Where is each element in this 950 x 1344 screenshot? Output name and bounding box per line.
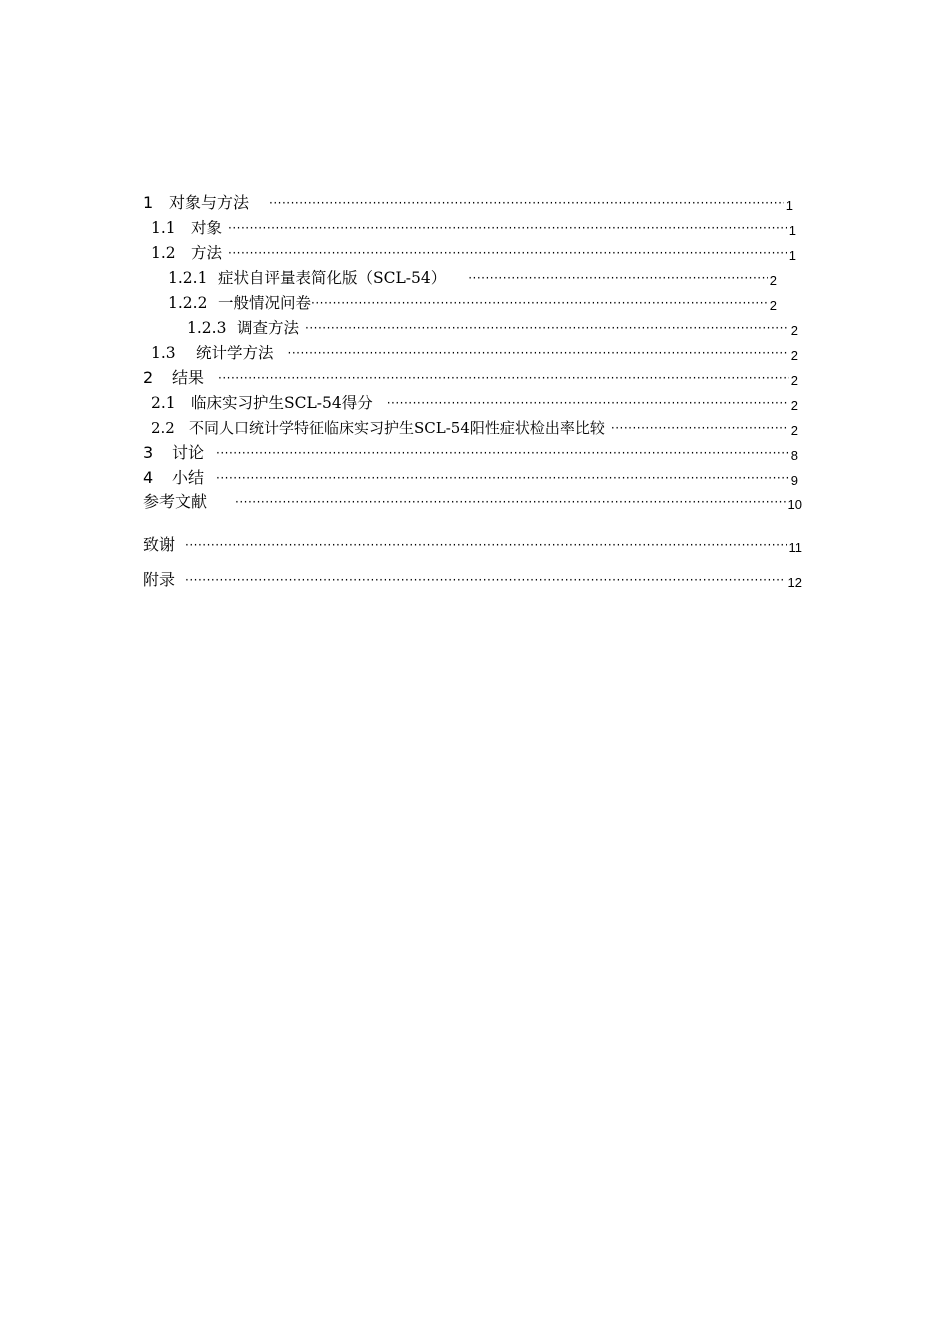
toc-entry-label bbox=[151, 417, 605, 439]
toc-dot-leader bbox=[468, 267, 768, 289]
toc-dot-leader bbox=[269, 192, 784, 214]
toc-entry-title: 症状自评量表简化版（SCL-54） bbox=[218, 269, 447, 287]
toc-dot-leader bbox=[216, 442, 789, 464]
toc-entry-label bbox=[151, 392, 373, 414]
toc-entry-title: 一般情况问卷 bbox=[218, 294, 312, 312]
toc-page-number: 11 bbox=[788, 540, 802, 555]
toc-entry-1[interactable] bbox=[143, 192, 793, 214]
toc-entry-label bbox=[187, 317, 299, 339]
toc-entry-title: 统计学方法 bbox=[196, 344, 274, 362]
toc-entry-title: 参考文献 bbox=[143, 492, 208, 511]
toc-entry-2[interactable] bbox=[143, 367, 798, 389]
toc-page-number: 2 bbox=[769, 273, 777, 288]
toc-entry-title: 调查方法 bbox=[237, 319, 300, 337]
toc-page-number: 1 bbox=[788, 223, 796, 238]
toc-entry-references[interactable] bbox=[143, 491, 802, 513]
toc-page-number: 2 bbox=[790, 323, 798, 338]
toc-dot-leader bbox=[311, 292, 768, 314]
toc-dot-leader bbox=[228, 242, 787, 264]
toc-entry-title: 对象 bbox=[191, 219, 223, 237]
toc-entry-label bbox=[151, 217, 222, 239]
toc-page-number: 8 bbox=[790, 448, 798, 463]
toc-entry-label bbox=[168, 292, 311, 314]
toc-dot-leader bbox=[185, 569, 786, 591]
toc-entry-1-1[interactable] bbox=[151, 217, 796, 239]
toc-entry-number: 1 bbox=[143, 193, 154, 212]
toc-entry-label bbox=[168, 267, 446, 289]
toc-entry-2-1[interactable] bbox=[151, 392, 798, 414]
toc-entry-number: 1.1 bbox=[151, 219, 176, 237]
toc-entry-number: 2.1 bbox=[151, 394, 176, 412]
toc-dot-leader bbox=[611, 417, 789, 439]
toc-entry-label bbox=[143, 467, 204, 489]
toc-page-number: 2 bbox=[769, 298, 777, 313]
toc-entry-title: 小结 bbox=[172, 468, 205, 487]
toc-entry-number: 3 bbox=[143, 443, 154, 462]
toc-entry-label bbox=[151, 242, 222, 264]
toc-entry-number: 1.2.2 bbox=[168, 294, 208, 312]
toc-entry-title: 讨论 bbox=[172, 443, 205, 462]
toc-dot-leader bbox=[387, 392, 789, 414]
toc-entry-number: 1.2 bbox=[151, 244, 176, 262]
toc-entry-number: 4 bbox=[143, 468, 154, 487]
toc-entry-1-2-3[interactable] bbox=[187, 317, 798, 339]
toc-entry-1-3[interactable] bbox=[151, 342, 798, 364]
toc-page-number: 2 bbox=[790, 373, 798, 388]
toc-entry-number: 2.2 bbox=[151, 419, 175, 437]
toc-dot-leader bbox=[218, 367, 789, 389]
toc-dot-leader bbox=[185, 534, 786, 556]
toc-dot-leader bbox=[235, 491, 786, 513]
toc-dot-leader bbox=[216, 467, 789, 489]
toc-entry-title: 对象与方法 bbox=[169, 193, 250, 212]
toc-dot-leader bbox=[305, 317, 789, 339]
toc-entry-label bbox=[143, 192, 249, 214]
toc-entry-number: 2 bbox=[143, 368, 154, 387]
toc-entry-number: 1.2.3 bbox=[187, 319, 227, 337]
toc-entry-label bbox=[143, 534, 175, 556]
toc-entry-label bbox=[143, 569, 175, 591]
toc-page-number: 10 bbox=[787, 497, 802, 512]
toc-entry-1-2-2[interactable] bbox=[168, 292, 777, 314]
toc-dot-leader bbox=[228, 217, 787, 239]
toc-entry-2-2[interactable] bbox=[151, 417, 798, 439]
toc-page-number: 1 bbox=[788, 248, 796, 263]
toc-entry-number: 1.3 bbox=[151, 344, 176, 362]
toc-entry-title: 不同人口统计学特征临床实习护生SCL-54阳性症状检出率比较 bbox=[189, 419, 605, 437]
toc-entry-appendix[interactable] bbox=[143, 569, 802, 591]
toc-entry-label bbox=[143, 491, 207, 513]
toc-entry-title: 临床实习护生SCL-54得分 bbox=[191, 394, 373, 412]
toc-entry-acknowledgements[interactable] bbox=[143, 534, 802, 556]
toc-entry-1-2[interactable] bbox=[151, 242, 796, 264]
toc-entry-title: 附录 bbox=[143, 570, 176, 589]
toc-dot-leader bbox=[288, 342, 789, 364]
toc-page-number: 1 bbox=[785, 198, 793, 213]
toc-page-number: 2 bbox=[790, 348, 798, 363]
toc-entry-title: 结果 bbox=[172, 368, 205, 387]
toc-entry-label bbox=[151, 342, 274, 364]
toc-entry-label bbox=[143, 442, 204, 464]
toc-entry-title: 致谢 bbox=[143, 535, 176, 554]
toc-entry-3[interactable] bbox=[143, 442, 798, 464]
toc-entry-4[interactable] bbox=[143, 467, 798, 489]
toc-page-number: 2 bbox=[790, 423, 798, 438]
toc-entry-title: 方法 bbox=[191, 244, 223, 262]
toc-page-number: 12 bbox=[787, 575, 802, 590]
toc-entry-label bbox=[143, 367, 204, 389]
toc-page-number: 9 bbox=[790, 473, 798, 488]
toc-entry-number: 1.2.1 bbox=[168, 269, 208, 287]
toc-page-number: 2 bbox=[790, 398, 798, 413]
toc-entry-1-2-1[interactable] bbox=[168, 267, 777, 289]
